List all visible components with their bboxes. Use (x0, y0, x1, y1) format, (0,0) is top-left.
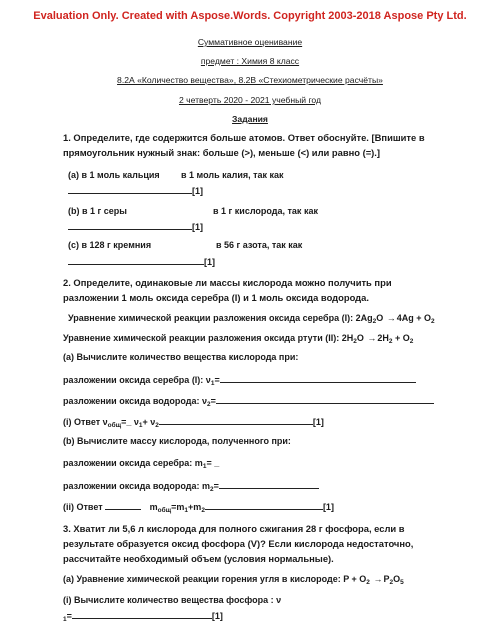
q1-line1: 1. Определите, где содержится больше атомов. Ответ обоснуйте. [Впишите в (63, 132, 425, 143)
q2b-row2: разложении оксида водорода: $m_2=$ (63, 479, 319, 493)
q3-i-text: (i) Вычислите количество вещества фосфора : ν (63, 595, 282, 605)
doc-topics: 8.2А «Количество вещества», 8.2В «Стехиометрические расчёты» (117, 75, 383, 85)
q2-answer-ii-line[interactable] (205, 500, 323, 510)
q3-i-answer-line[interactable] (72, 609, 212, 619)
q2b-label: (b) Вычислите массу кислорода, полученного при: (63, 436, 291, 446)
q1c-left: (c) в 128 г кремния (68, 240, 152, 250)
tasks-heading: Задания (232, 114, 268, 124)
q1a-mark: [1] (192, 186, 203, 196)
reaction-arrow-icon: → (373, 574, 383, 584)
q1a-right: в 1 моль калия, так как (181, 170, 284, 180)
q2b-row1: разложении оксида серебра: $m_1=$ _ (63, 458, 220, 470)
q2-line2: разложении 1 моль оксида серебра (I) и 1 моль оксида водорода. (63, 292, 369, 303)
doc-subject: предмет : Химия 8 класс (200, 56, 300, 66)
doc-term: 2 четверть 2020 - 2021 учебный год (178, 95, 321, 105)
q2a-answer-line-2[interactable] (216, 394, 434, 404)
reaction-arrow-icon: → (386, 313, 396, 323)
q2a-label: (a) Вычислите количество вещества кислорода при: (63, 352, 299, 362)
q1c-answer-line[interactable] (68, 255, 204, 265)
q1b-answer-row (68, 220, 203, 232)
q2-answer-ii: (ii) Ответ $m_{общ}=m_1+m_2$ [1] (63, 502, 334, 514)
evaluation-watermark: Evaluation Only. Created with Aspose.Words. Copyright 2003-2018 Aspose Pty Ltd. (33, 10, 467, 22)
q2a-row2: разложении оксида водорода: $\nu_2=$ (63, 394, 434, 408)
reaction-arrow-icon: → (367, 333, 377, 343)
q2-answer-ii-mark: [1] (322, 502, 334, 512)
q2a-answer-line-1[interactable] (220, 373, 416, 383)
doc-title: Суммативное оценивание (197, 37, 303, 47)
q2-equation-2: Уравнение химической реакции разложения оксида ртути (II): $2H_2O \to 2H_2 + O_2$ (63, 333, 414, 345)
q2-line1: 2. Определите, одинаковые ли массы кислорода можно получить при (63, 277, 392, 288)
q2-answer-ii-blank[interactable] (105, 500, 141, 510)
q1a-left: (a) в 1 моль кальция (68, 170, 160, 180)
q2-answer-i-mark: [1] (312, 417, 324, 427)
q1-line2: прямоугольник нужный знак: больше (>), меньше (<) или равно (=).] (63, 147, 381, 158)
q1c-right: в 56 г азота, так как (216, 240, 303, 250)
q2a-row1: разложении оксида серебра (I): $\nu_1=$ (63, 373, 416, 387)
q3-equation: (a) Уравнение химической реакции горения угля в кислороде: $P + O_2 \to P_2O_5$ (63, 574, 404, 586)
q2-answer-i: (i) Ответ $\nu_{общ}=\_$ $\nu_1+ \nu_2$ [1] (63, 417, 324, 429)
q3-line3: рассчитайте необходимый объем (условия нормальные). (63, 553, 334, 564)
q3-i-mark: [1] (211, 611, 223, 621)
q2-answer-i-line[interactable] (159, 415, 313, 425)
q1b-answer-line[interactable] (68, 220, 192, 230)
q2-equation-1: Уравнение химической реакции разложения оксида серебра (I): $2Ag_2O \to 4Ag + O_2$ (68, 313, 435, 325)
q3-line1: 3. Хватит ли 5,6 л кислорода для полного сжигания 28 г фосфора, если в (63, 523, 405, 534)
q1c-answer-row (68, 255, 215, 267)
q1a-answer-row (68, 184, 203, 196)
q3-line2: результате образуется оксид фосфора (V)? Если кислорода недостаточно, (63, 538, 414, 549)
q1b-left: (b) в 1 г серы (68, 206, 127, 216)
q1a-answer-line[interactable] (68, 184, 192, 194)
q1b-right: в 1 г кислорода, так как (213, 206, 318, 216)
q1b-mark: [1] (192, 222, 203, 232)
q3-i-row: $_1$= [1] (63, 611, 223, 623)
q2b-answer-line-2[interactable] (219, 479, 319, 489)
q1c-mark: [1] (204, 257, 215, 267)
